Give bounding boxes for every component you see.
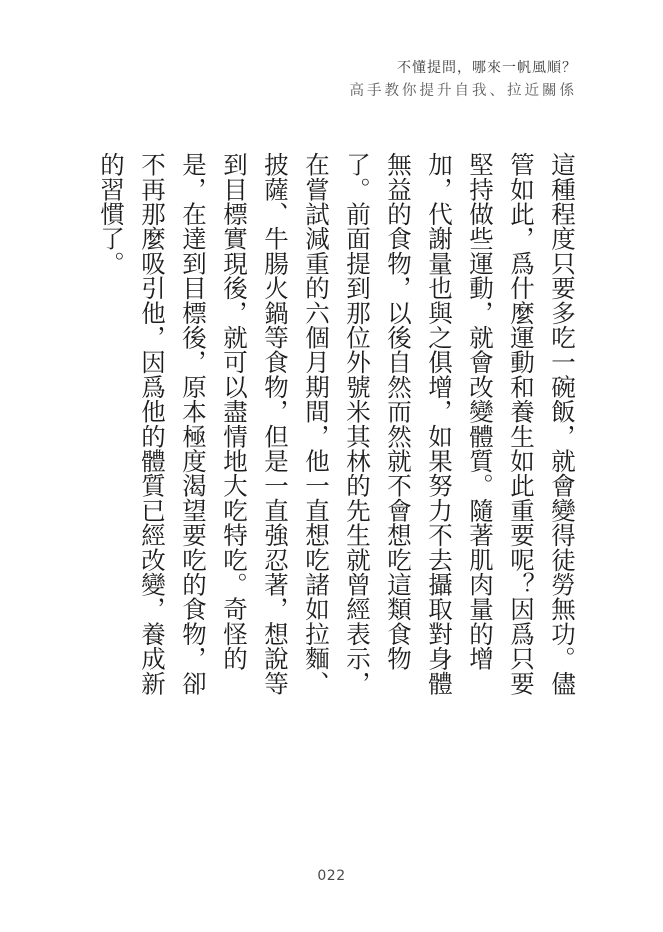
running-head (350, 60, 578, 100)
body-paragraph: 這種程度只要多吃一碗飯，就會變得徒勞無功。儘管如此，爲什麼運動和養生如此重要呢？因爲只要堅持做些運動，就會改變體質。隨著肌肉量的增加，代謝量也與之俱增，如果努力不去攝取對身體無益的食物，以後自然而然就不會想吃這類食物了。前面提到那位外號米其林的先生就曾經表示，在嘗試減重的六個月期間，他一直想吃諸如拉麵、披薩、牛腸火鍋等食物，但是一直強忍著，想說等到目標實現後，就可以盡情地大吃特吃。奇怪的是，在達到目標後，原本極度渴望要吃的食物，卻不再那麼吸引他，因爲他的體質已經改變，養成新的習慣了。 (97, 152, 577, 696)
running-head-subtitle: 高手教你提升自我、拉近關係 (349, 82, 577, 99)
body-text (91, 152, 583, 712)
running-head-title: 不懂提問，哪來一帆風順？ (397, 60, 577, 76)
page-number: 022 (317, 868, 346, 884)
